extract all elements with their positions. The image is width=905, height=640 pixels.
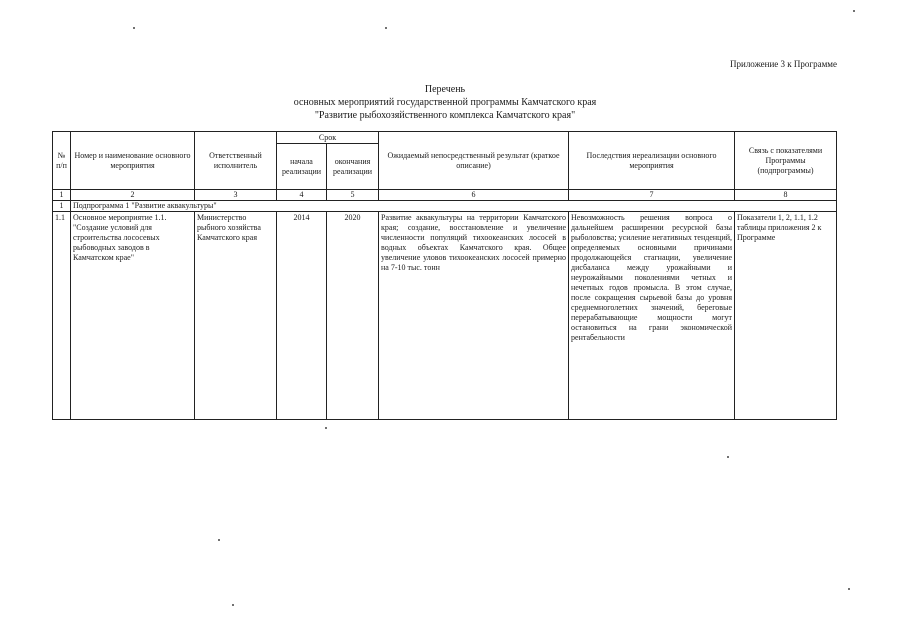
scan-speck [232, 604, 234, 606]
document-title [0, 83, 890, 122]
scan-speck [325, 427, 327, 429]
scan-speck [385, 27, 387, 29]
row-num: 1.1 [53, 212, 71, 420]
row-end-year: 2020 [327, 212, 379, 420]
row-executor: Министерство рыбного хозяйства Камчатского края [195, 212, 277, 420]
header-executor: Ответственный исполнитель [195, 132, 277, 190]
column-number: 8 [735, 190, 837, 201]
column-number: 6 [379, 190, 569, 201]
subprogram-row [53, 201, 837, 212]
scan-speck [848, 588, 850, 590]
scan-speck [133, 27, 135, 29]
subprogram-title: Подпрограмма 1 "Развитие аквакультуры" [71, 201, 837, 212]
subprogram-num: 1 [53, 201, 71, 212]
title-line-1: Перечень [424, 84, 466, 95]
title-line-2: основных мероприятий государственной программы Камчатского края [293, 97, 597, 108]
column-numbers-row [53, 190, 837, 201]
header-term: Срок [277, 132, 379, 144]
row-result: Развитие аквакультуры на территории Камчатского края; создание, восстановление и увеличение численности популяций тихоокеанских лососей в водных объектах Камчатского края. Общее увеличение уловов тихоокеанских лососей примерно на 7-10 тыс. тонн [379, 212, 569, 420]
column-number: 3 [195, 190, 277, 201]
title-line-3: "Развитие рыбохозяйственного комплекса Камчатского края" [314, 110, 576, 121]
column-number: 2 [71, 190, 195, 201]
row-link: Показатели 1, 2, 1.1, 1.2 таблицы приложения 2 к Программе [735, 212, 837, 420]
row-name: Основное мероприятие 1.1. "Создание условий для строительства лососевых рыбоводных заводов в Камчатском крае" [71, 212, 195, 420]
scan-speck [727, 456, 729, 458]
scan-speck [218, 539, 220, 541]
column-number: 1 [53, 190, 71, 201]
column-number: 7 [569, 190, 735, 201]
appendix-label: Приложение 3 к Программе [730, 59, 837, 69]
column-number: 5 [327, 190, 379, 201]
measures-table [52, 131, 837, 420]
column-number: 4 [277, 190, 327, 201]
row-start-year: 2014 [277, 212, 327, 420]
header-name: Номер и наименование основного мероприятия [71, 132, 195, 190]
row-consequences: Невозможность решения вопроса о дальнейшем расширении ресурсной базы рыболовства; усиление негативных тенденций, определяемых основными причинами продолжающейся стагнации, увеличение дисбаланса между урожайными и неурожайными поколениями четных и нечетных годов промысла. В этом случае, после сокращения сырьевой базы до уровня среднемноголетних значений, береговые перерабатывающие мощности могут остановиться на грани экономической рентабельности [569, 212, 735, 420]
table-row [53, 212, 837, 420]
header-end: окончания реализации [327, 144, 379, 190]
header-link: Связь с показателями Программы (подпрограммы) [735, 132, 837, 190]
header-num: № п/п [53, 132, 71, 190]
header-result: Ожидаемый непосредственный результат (краткое описание) [379, 132, 569, 190]
scan-speck [853, 10, 855, 12]
header-start: начала реализации [277, 144, 327, 190]
header-consequences: Последствия нереализации основного мероприятия [569, 132, 735, 190]
